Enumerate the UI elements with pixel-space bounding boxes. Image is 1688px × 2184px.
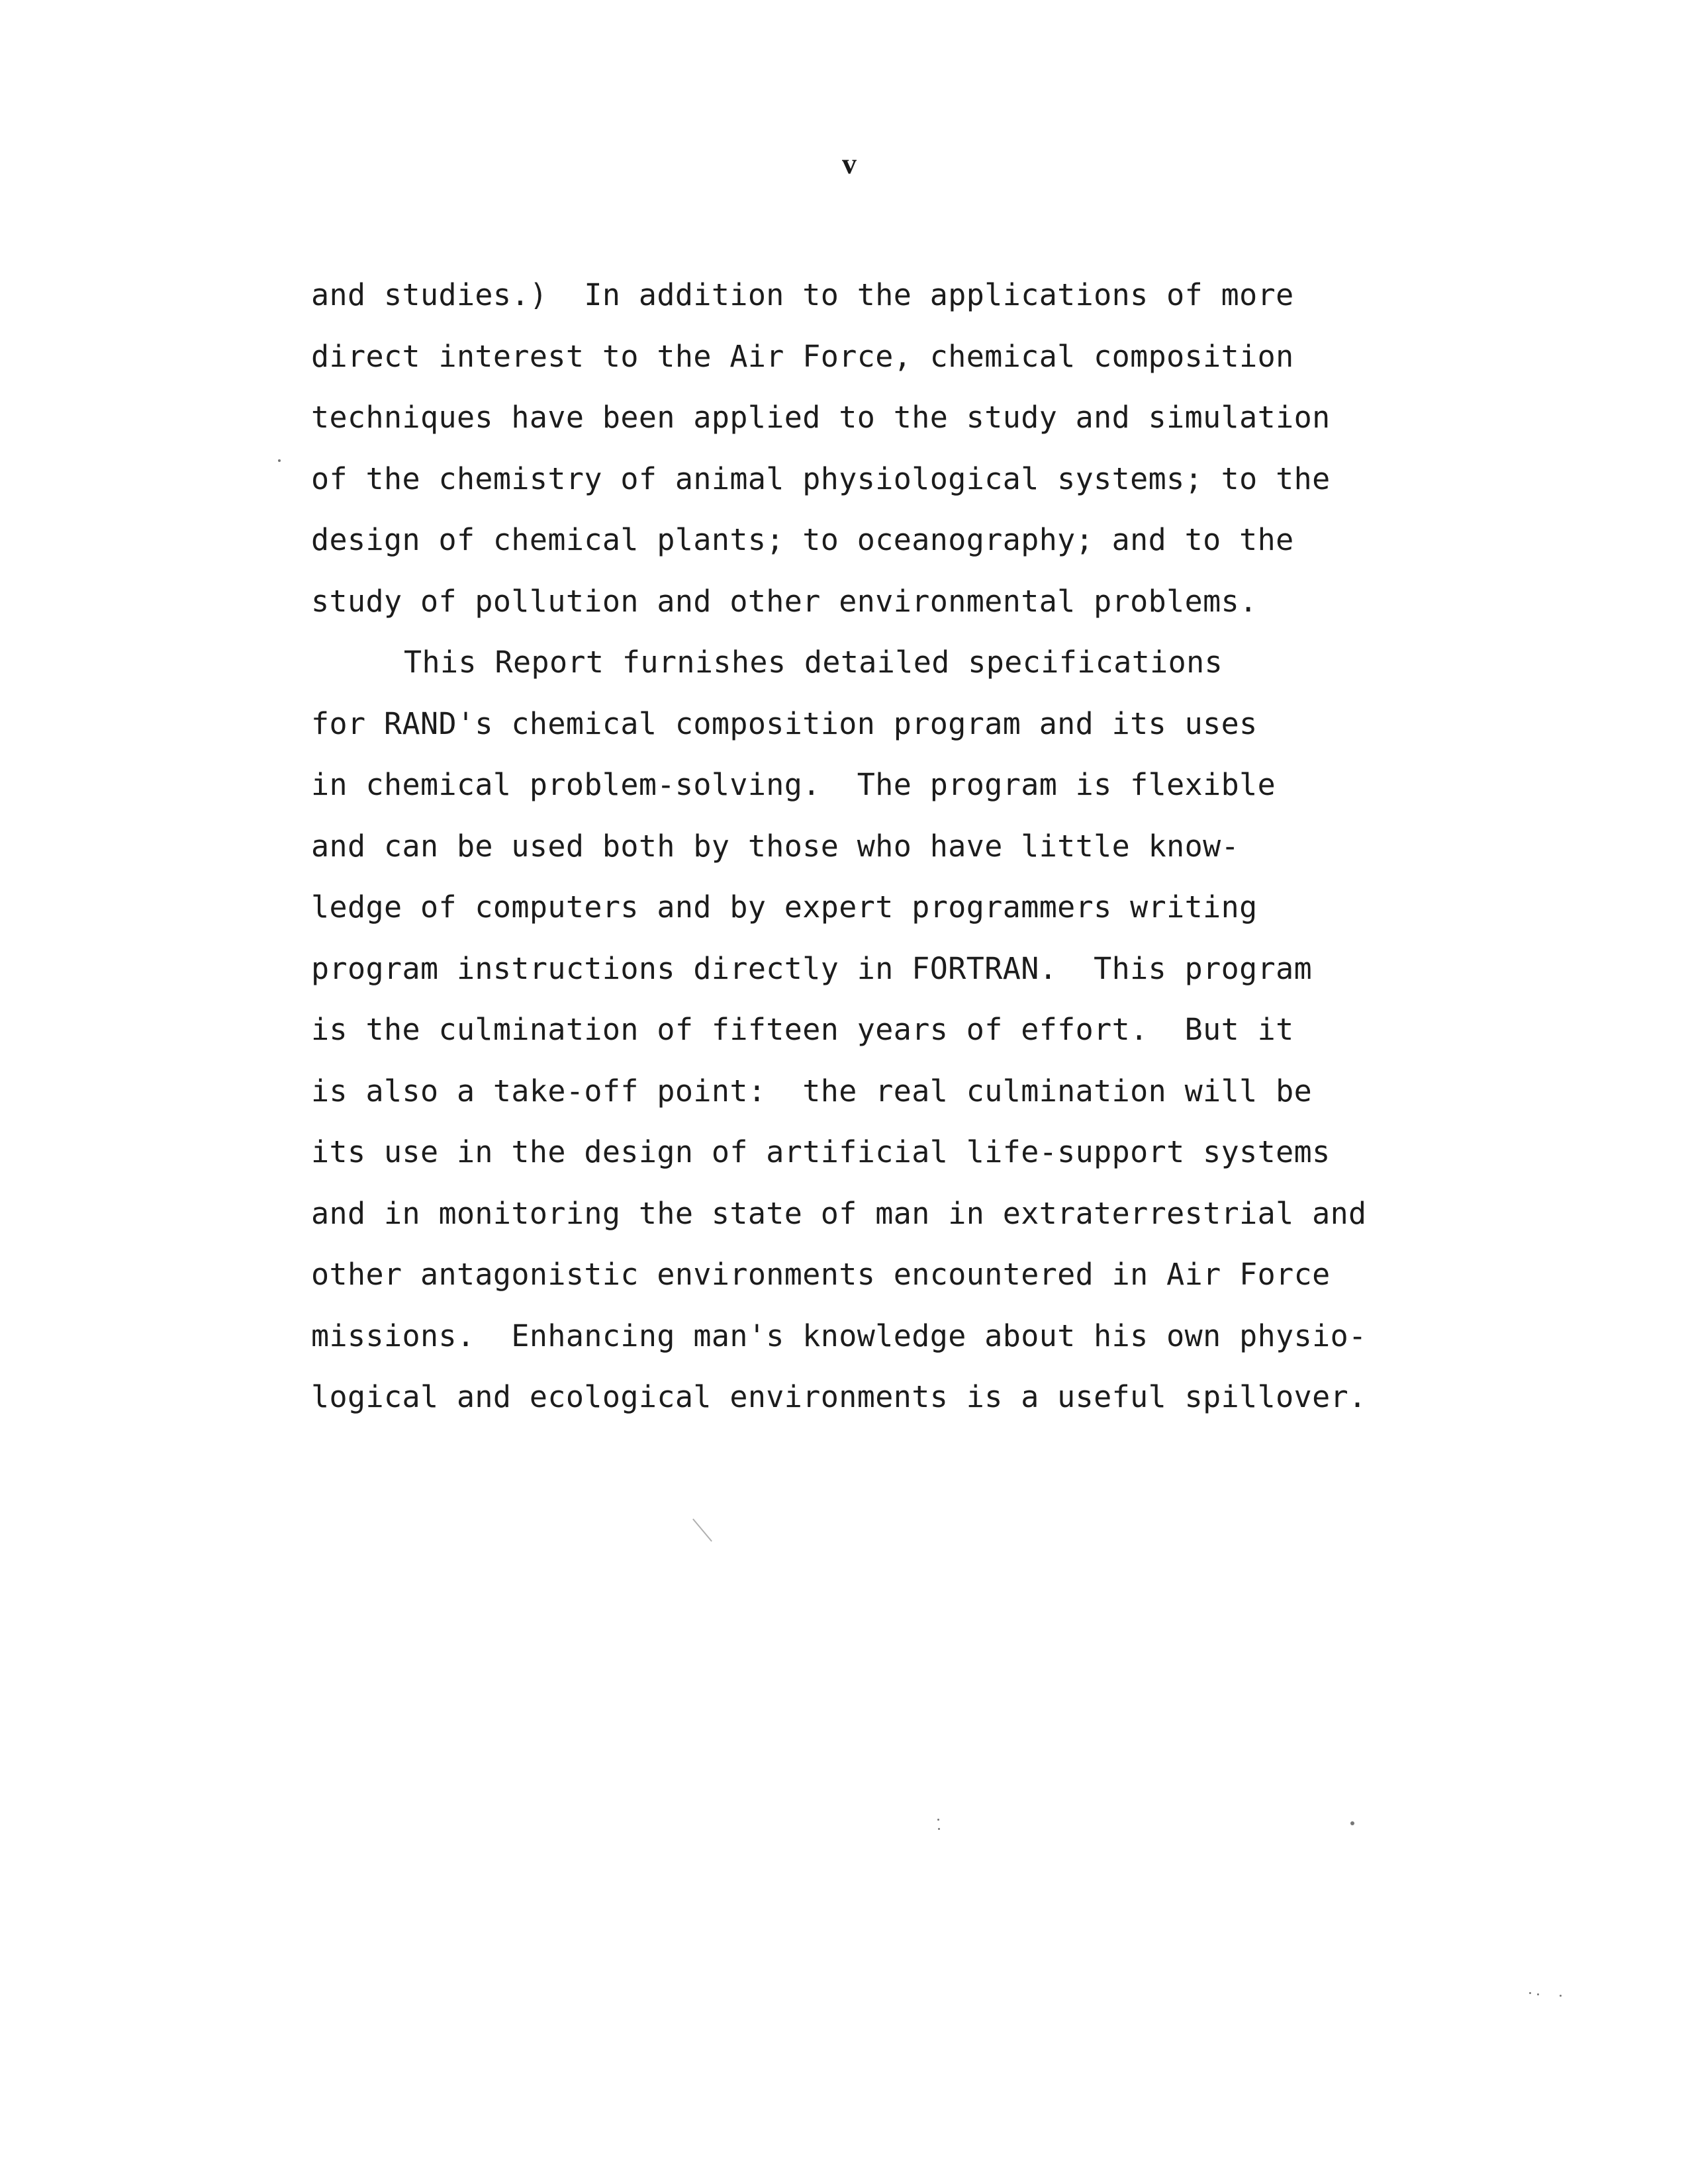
- text-line: missions. Enhancing man's knowledge about his own physio-: [311, 1318, 1367, 1353]
- scan-speck: [1560, 1995, 1562, 1997]
- text-line: ledge of computers and by expert programmers writing: [311, 889, 1258, 925]
- paragraph-1: [311, 265, 1569, 632]
- scan-speck: [937, 1819, 939, 1821]
- scan-speck: [938, 1828, 940, 1830]
- text-line: techniques have been applied to the study and simulation: [311, 400, 1331, 435]
- text-line: study of pollution and other environmental problems.: [311, 583, 1258, 619]
- text-line: logical and ecological environments is a useful spillover.: [311, 1379, 1367, 1414]
- text-line: in chemical problem-solving. The program is flexible: [311, 767, 1276, 802]
- text-line: program instructions directly in FORTRAN. This program: [311, 950, 1313, 986]
- scan-speck: [1537, 1993, 1539, 1995]
- text-line: direct interest to the Air Force, chemical composition: [311, 338, 1294, 374]
- text-line: and studies.) In addition to the applications of more: [311, 277, 1294, 312]
- text-line: other antagonistic environments encountered in Air Force: [311, 1257, 1331, 1292]
- text-line: for RAND's chemical composition program and its uses: [311, 705, 1258, 741]
- text-line: of the chemistry of animal physiological systems; to the: [311, 461, 1331, 496]
- text-line: is also a take-off point: the real culmination will be: [311, 1073, 1313, 1109]
- page-number: v: [842, 148, 857, 180]
- scan-stroke: [692, 1519, 712, 1542]
- text-line: design of chemical plants; to oceanography; and to the: [311, 522, 1294, 557]
- body-text: [311, 265, 1569, 1428]
- scan-speck: [278, 459, 281, 462]
- scan-speck: [1529, 1992, 1531, 1994]
- paragraph-2: [311, 632, 1569, 1428]
- scan-speck: [1350, 1821, 1354, 1825]
- text-line: and can be used both by those who have little know-: [311, 828, 1240, 864]
- text-line: This Report furnishes detailed specifications: [404, 645, 1223, 680]
- text-line: is the culmination of fifteen years of effort. But it: [311, 1012, 1294, 1047]
- text-line: and in monitoring the state of man in extraterrestrial and: [311, 1195, 1367, 1231]
- text-line: its use in the design of artificial life-support systems: [311, 1134, 1331, 1169]
